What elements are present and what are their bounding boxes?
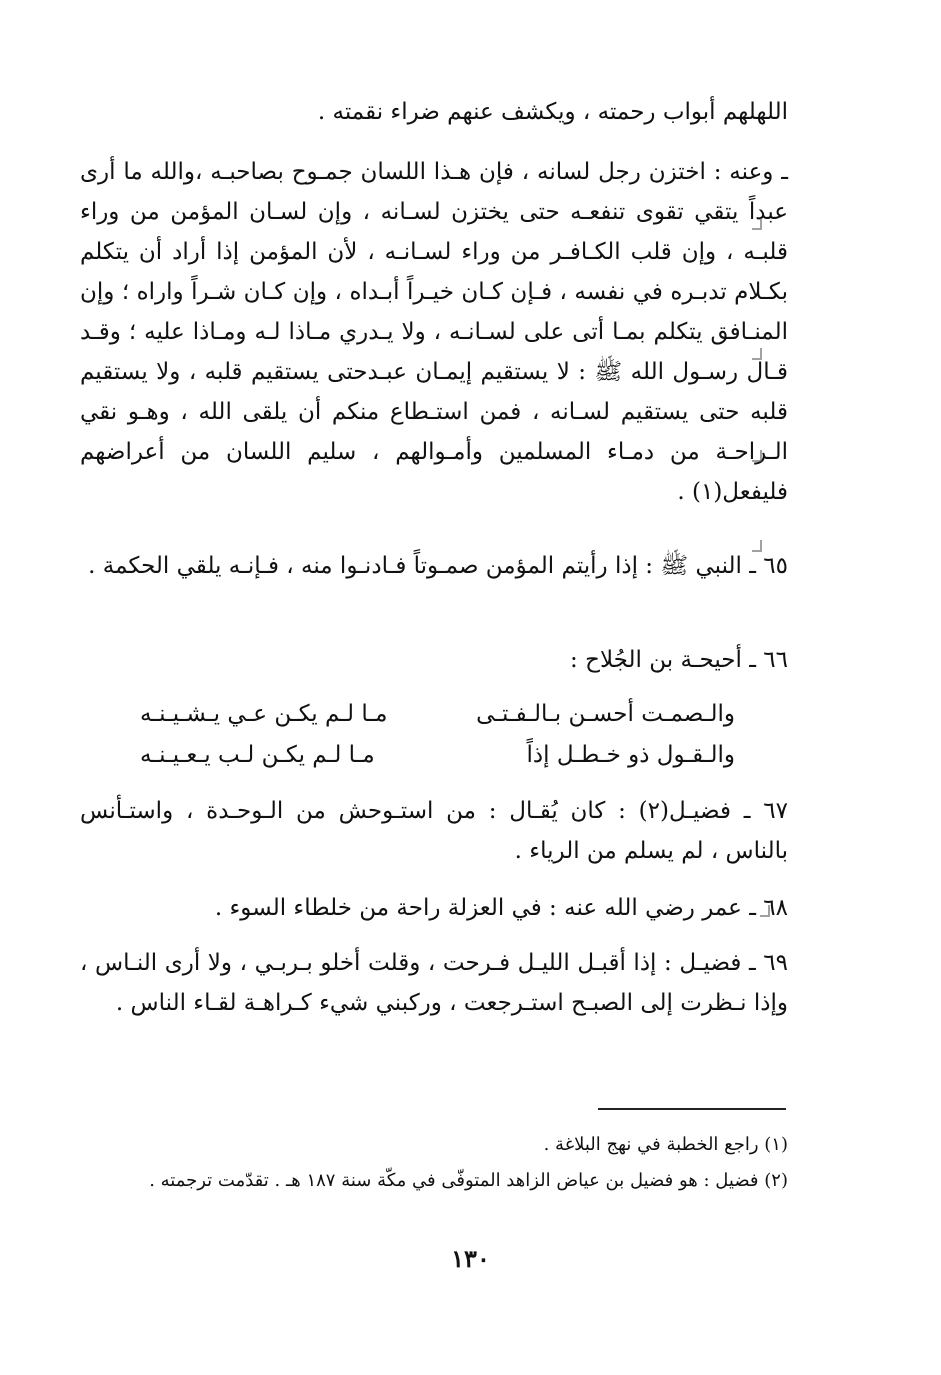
footnote-separator xyxy=(598,1108,786,1110)
page-number: ١٣٠ xyxy=(451,1244,490,1273)
footnote-2: (٢) فضيل : هو فضيل بن عياض الزاهد المتوفّى في مكّة سنة ١٨٧ هـ . تقدّمت ترجمته . xyxy=(149,1170,788,1191)
poem-verse-1 xyxy=(140,694,735,734)
footnote-1: (١) راجع الخطبة في نهج البلاغة . xyxy=(543,1134,788,1155)
paragraph-65-prophet: ٦٥ ـ النبي ﷺ : إذا رأيتم المؤمن صمـوتاً فـادنـوا منه ، فـإنـه يلقي الحكمة . xyxy=(88,553,788,579)
verse-2-first-hemistich: والـقـول ذو خـطـل إذاً xyxy=(526,742,735,768)
margin-mark xyxy=(760,905,770,917)
paragraph-67-fudayl: ٦٧ ـ فضيـل(٢) : كان يُقـال : من استـوحش من الـوحـدة ، واستـأنس بالناس ، لم يسلم من الرياء . xyxy=(80,798,788,864)
verse-2-second-hemistich: مـا لـم يكـن لـب يـعـيـنـه xyxy=(140,742,375,768)
margin-mark xyxy=(752,218,762,230)
paragraph-68-umar: ٦٨ ـ عمر رضي الله عنه : في العزلة راحة من خلطاء السوء . xyxy=(214,895,788,921)
poem-verse-2 xyxy=(140,735,735,775)
verse-1-first-hemistich: والـصمـت أحسـن بـالـفـتـى xyxy=(476,701,735,727)
verse-1-second-hemistich: مـا لـم يكـن عـي يـشـيـنـه xyxy=(140,701,388,727)
paragraph-69-fudayl: ٦٩ ـ فضيـل : إذا أقبـل الليـل فـرحت ، وقلت أخلو بـربـي ، ولا أرى النـاس ، وإذا نـظرت إلى الصبـح استـرجعت ، وركبني شيء كـراهـة لقـاء الناس . xyxy=(80,950,788,1016)
margin-mark xyxy=(752,348,762,360)
margin-mark xyxy=(752,450,762,462)
continuation-line: اللهلهم أبواب رحمته ، ويكشف عنهم ضراء نقمته . xyxy=(317,99,788,125)
paragraph-66-heading: ٦٦ ـ أحيحـة بن الجُلاح : xyxy=(570,647,788,673)
margin-mark xyxy=(752,540,762,552)
paragraph-tongue-heart: ـ وعنه : اختزن رجل لسانه ، فإن هـذا اللسان جمـوح بصاحبـه ،والله ما أرى عبداً يتقي تقوى تنفعـه حتى يختزن لسـانه ، وإن لسـان المؤمن من وراء قلبـه ، وإن قلب الكـافـر من وراء لسـانـه ، لأن المؤمن إذا أراد أن يتكلم بكـلام تدبـره في نفسه ، فـإن كـان خيـراً أبـداه ، وإن كـان شـراً واراه ؛ وإن المنـافق يتكلم بمـا أتى على لسـانـه ، ولا يـدري مـاذا لـه ومـاذا عليه ؛ وقـد قـال رسـول الله ﷺ : لا يستقيم إيمـان عبـدحتى يستقيم قلبه ، ولا يستقيم قلبه حتى يستقيم لسـانه ، فمن استـطاع منكم أن يلقى الله ، وهـو نقي الـراحـة من دمـاء المسلمين وأمـوالهم ، سليم اللسان من أعراضهم فليفعل(١) . xyxy=(80,159,788,505)
